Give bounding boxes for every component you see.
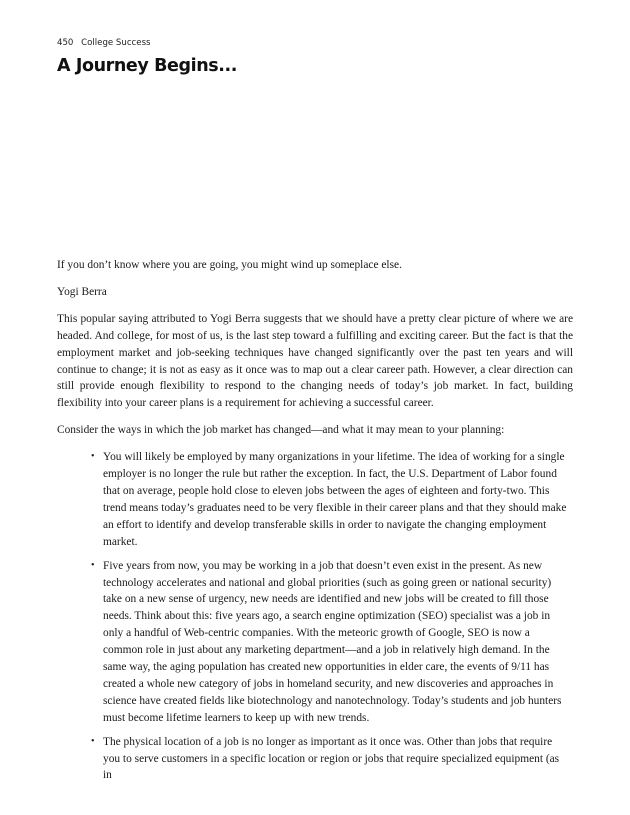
list-item-text: The physical location of a job is no longer as important as it once was. Other than jobs that require you to serve customers in a specific location or region or jobs that require specialized equipment (as in: [103, 735, 560, 782]
list-item: [91, 734, 573, 785]
book-title: College Success: [81, 38, 151, 48]
quote-text: If you don’t know where you are going, you might wind up someplace else.: [57, 259, 402, 271]
list-item-text: You will likely be employed by many organizations in your lifetime. The idea of working for a single employer is no longer the rule but rather the exception. In fact, the U.S. Department of Labor found that on average, people hold close to eleven jobs between the ages of eighteen and forty-two. This trend means today’s graduates need to be very flexible in their career plans and that they should make an effort to identify and develop transferable skills in order to navigate the changing employment market.: [103, 451, 567, 548]
chapter-opener-image-area: [57, 92, 573, 252]
bullet-icon: •: [91, 559, 95, 571]
bullet-icon: •: [91, 451, 95, 463]
intro-paragraph: This popular saying attributed to Yogi Berra suggests that we should have a pretty clear picture of where we are headed. And college, for most of us, is the last step toward a fulfilling and exciting career. But the fact is that the employment market and job-seeking techniques have changed significantly over the past ten years and will continue to change; it is not as easy as it once was to map out a clear career path. However, a clear direction can still provide enough flexibility to respond to the changing needs of today’s job market. In fact, building flexibility into your career plans is a requirement for achieving a successful career.: [57, 312, 573, 410]
running-header: [57, 38, 151, 48]
list-item: [91, 449, 573, 550]
list-item-text: Five years from now, you may be working in a job that doesn’t even exist in the present. As new technology accelerates and national and global priorities (such as going green or national security) take on a new sense of urgency, new needs are identified and new jobs will be created to fill those needs. Think about this: five years ago, a search engine optimization (SEO) specialist was a job in only a handful of Web-centric companies. With the meteoric growth of Google, SEO is now a common role in just about any marketing department—and a job in relatively high demand. In the same way, the aging population has created new opportunities in elder care, the events of 9/11 has created a whole new category of jobs in homeland security, and new discoveries and approaches in science have created fields like biotechnology and nanotechnology. Today’s students and job hunters must become lifetime learners to keep up with new trends.: [103, 559, 562, 724]
bullet-list: [57, 449, 573, 784]
section-title: A Journey Begins...: [57, 56, 238, 76]
body-text: [57, 257, 573, 791]
quote-attribution: Yogi Berra: [57, 285, 107, 298]
bullet-icon: •: [91, 735, 95, 747]
page-number: 450: [57, 38, 74, 48]
lead-in-paragraph: Consider the ways in which the job market has changed—and what it may mean to your planning:: [57, 424, 505, 437]
list-item: [91, 558, 573, 727]
